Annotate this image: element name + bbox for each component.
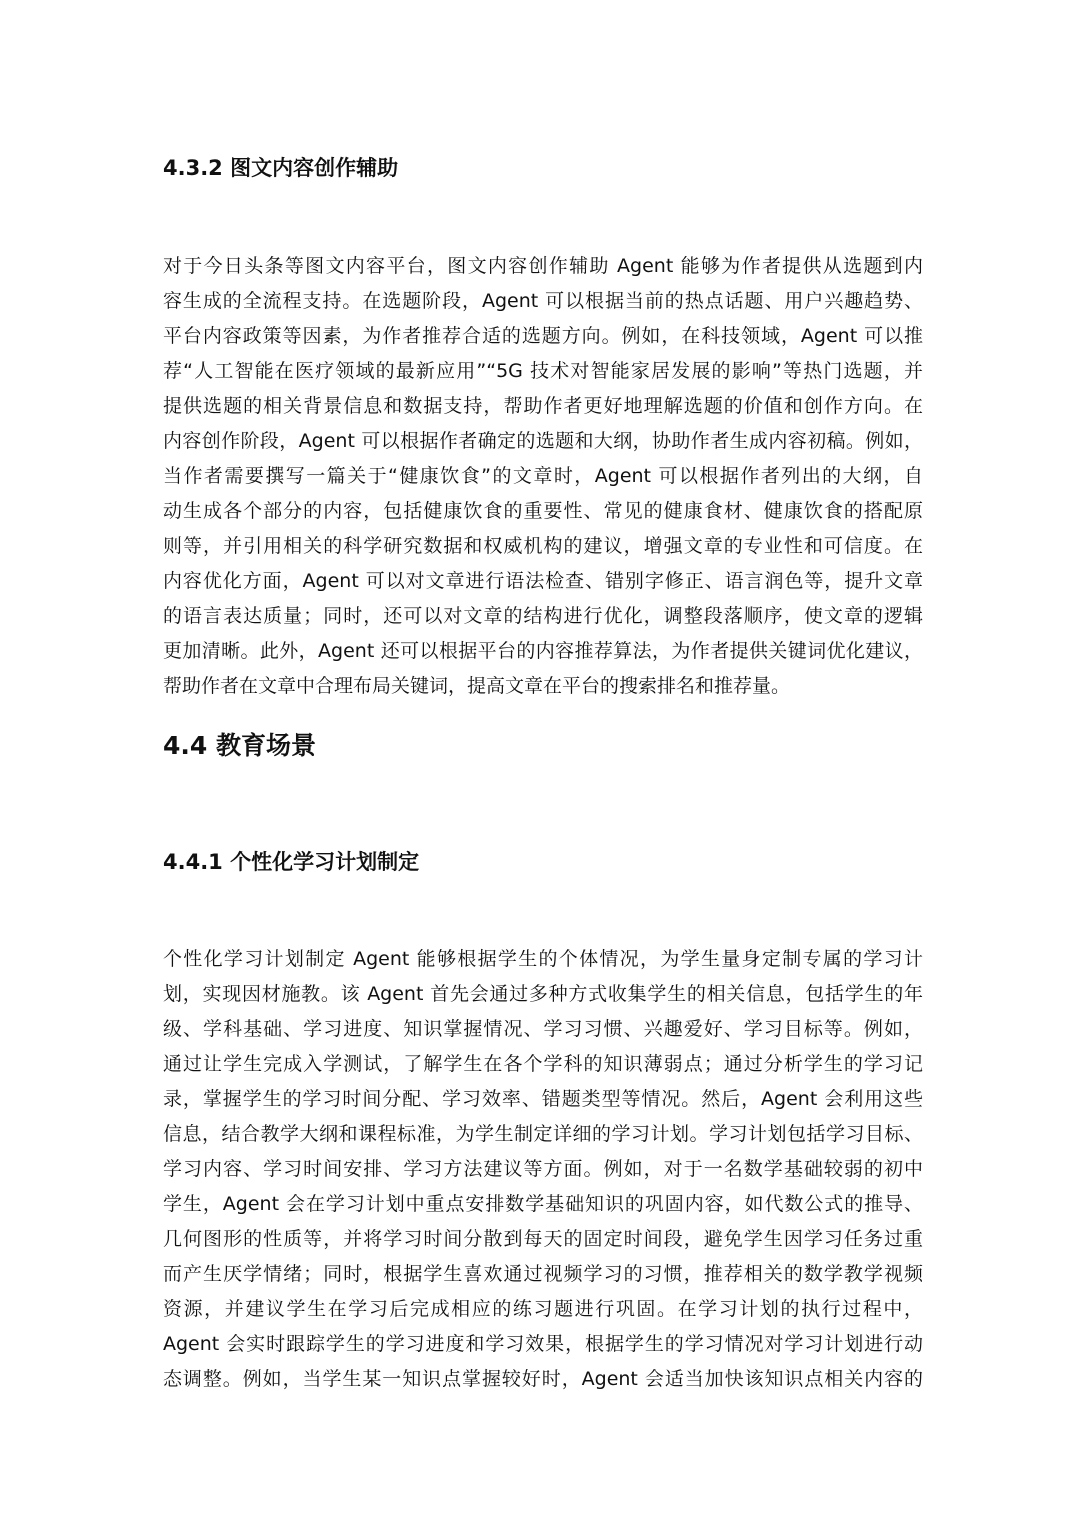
paragraph-line: 态调整。例如，当学生某一知识点掌握较好时，Agent 会适当加快该知识点相关内容的 (163, 1368, 923, 1390)
paragraph-line: 级、学科基础、学习进度、知识掌握情况、学习习惯、兴趣爱好、学习目标等。例如， (163, 1018, 923, 1040)
paragraph-line: 信息，结合教学大纲和课程标准，为学生制定详细的学习计划。学习计划包括学习目标、 (163, 1123, 923, 1145)
paragraph-image-text-creation (163, 249, 923, 704)
paragraph-line: 而产生厌学情绪；同时，根据学生喜欢通过视频学习的习惯，推荐相关的数学教学视频 (163, 1263, 923, 1285)
paragraph-line: 学习内容、学习时间安排、学习方法建议等方面。例如，对于一名数学基础较弱的初中 (163, 1158, 923, 1180)
paragraph-line: 个性化学习计划制定 Agent 能够根据学生的个体情况，为学生量身定制专属的学习计 (163, 948, 923, 970)
paragraph-line: 更加清晰。此外，Agent 还可以根据平台的内容推荐算法，为作者提供关键词优化建议， (163, 640, 923, 662)
paragraph-line: 通过让学生完成入学测试，了解学生在各个学科的知识薄弱点；通过分析学生的学习记 (163, 1053, 923, 1075)
paragraph-line: 资源，并建议学生在学习后完成相应的练习题进行巩固。在学习计划的执行过程中， (163, 1298, 923, 1320)
paragraph-line: 动生成各个部分的内容，包括健康饮食的重要性、常见的健康食材、健康饮食的搭配原 (163, 500, 923, 522)
paragraph-line: 平台内容政策等因素，为作者推荐合适的选题方向。例如，在科技领域，Agent 可以推 (163, 325, 923, 347)
section-heading-4-3-2: 4.3.2 图文内容创作辅助 (163, 156, 399, 180)
paragraph-line: 划，实现因材施教。该 Agent 首先会通过多种方式收集学生的相关信息，包括学生的年 (163, 983, 923, 1005)
paragraph-line: Agent 会实时跟踪学生的学习进度和学习效果，根据学生的学习情况对学习计划进行动 (163, 1333, 923, 1355)
paragraph-line: 学生，Agent 会在学习计划中重点安排数学基础知识的巩固内容，如代数公式的推导、 (163, 1193, 923, 1215)
paragraph-line: 提供选题的相关背景信息和数据支持，帮助作者更好地理解选题的价值和创作方向。在 (163, 395, 923, 417)
paragraph-line: 几何图形的性质等，并将学习时间分散到每天的固定时间段，避免学生因学习任务过重 (163, 1228, 923, 1250)
paragraph-line: 内容创作阶段，Agent 可以根据作者确定的选题和大纲，协助作者生成内容初稿。例如， (163, 430, 923, 452)
section-heading-4-4: 4.4 教育场景 (163, 731, 316, 760)
paragraph-personalized-learning-plan (163, 942, 923, 1397)
paragraph-line: 对于今日头条等图文内容平台，图文内容创作辅助 Agent 能够为作者提供从选题到内 (163, 255, 923, 277)
paragraph-line: 内容优化方面，Agent 可以对文章进行语法检查、错别字修正、语言润色等，提升文章 (163, 570, 923, 592)
paragraph-line: 容生成的全流程支持。在选题阶段，Agent 可以根据当前的热点话题、用户兴趣趋势、 (163, 290, 923, 312)
paragraph-line: 的语言表达质量；同时，还可以对文章的结构进行优化，调整段落顺序，使文章的逻辑 (163, 605, 923, 627)
paragraph-line: 帮助作者在文章中合理布局关键词，提高文章在平台的搜索排名和推荐量。 (163, 675, 791, 697)
paragraph-line: 则等，并引用相关的科学研究数据和权威机构的建议，增强文章的专业性和可信度。在 (163, 535, 923, 557)
paragraph-line: 当作者需要撰写一篇关于“健康饮食”的文章时，Agent 可以根据作者列出的大纲，自 (163, 465, 923, 487)
section-heading-4-4-1: 4.4.1 个性化学习计划制定 (163, 850, 420, 874)
paragraph-line: 荐“人工智能在医疗领域的最新应用”“5G 技术对智能家居发展的影响”等热门选题，并 (163, 360, 923, 382)
paragraph-line: 录，掌握学生的学习时间分配、学习效率、错题类型等情况。然后，Agent 会利用这些 (163, 1088, 923, 1110)
